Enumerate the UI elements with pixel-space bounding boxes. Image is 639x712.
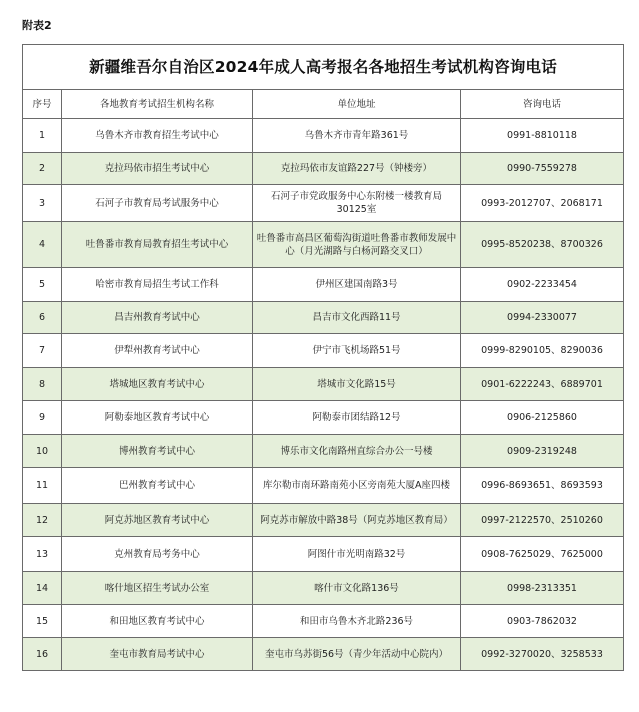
row-address: 奎屯市乌苏街56号（青少年活动中心院内） (253, 638, 461, 671)
header-phone: 咨询电话 (461, 90, 624, 119)
row-phone: 0990-7559278 (461, 153, 624, 185)
row-no: 15 (23, 605, 62, 638)
row-no: 12 (23, 504, 62, 537)
row-phone: 0992-3270020、3258533 (461, 638, 624, 671)
row-no: 2 (23, 153, 62, 185)
row-no: 8 (23, 368, 62, 401)
row-phone: 0908-7625029、7625000 (461, 537, 624, 572)
header-address: 单位地址 (253, 90, 461, 119)
row-name: 和田地区教育考试中心 (62, 605, 253, 638)
row-name: 喀什地区招生考试办公室 (62, 572, 253, 605)
row-name: 乌鲁木齐市教育招生考试中心 (62, 119, 253, 153)
row-phone: 0997-2122570、2510260 (461, 504, 624, 537)
header-row (23, 90, 624, 119)
row-phone: 0901-6222243、6889701 (461, 368, 624, 401)
row-no: 9 (23, 401, 62, 435)
table-row (23, 638, 624, 671)
row-address: 克拉玛依市友谊路227号（钟楼旁） (253, 153, 461, 185)
header-no: 序号 (23, 90, 62, 119)
row-phone: 0909-2319248 (461, 435, 624, 468)
row-address: 和田市乌鲁木齐北路236号 (253, 605, 461, 638)
row-address: 昌吉市文化西路11号 (253, 302, 461, 334)
row-phone: 0998-2313351 (461, 572, 624, 605)
table-row (23, 368, 624, 401)
row-name: 博州教育考试中心 (62, 435, 253, 468)
row-no: 1 (23, 119, 62, 153)
row-no: 3 (23, 185, 62, 222)
row-name: 巴州教育考试中心 (62, 468, 253, 504)
row-address: 阿勒泰市团结路12号 (253, 401, 461, 435)
row-name: 阿克苏地区教育考试中心 (62, 504, 253, 537)
row-name: 吐鲁番市教育局教育招生考试中心 (62, 222, 253, 268)
row-phone: 0903-7862032 (461, 605, 624, 638)
row-address: 伊州区建国南路3号 (253, 268, 461, 302)
row-name: 奎屯市教育局考试中心 (62, 638, 253, 671)
row-address: 喀什市文化路136号 (253, 572, 461, 605)
row-no: 7 (23, 334, 62, 368)
row-phone: 0991-8810118 (461, 119, 624, 153)
row-no: 13 (23, 537, 62, 572)
row-name: 塔城地区教育考试中心 (62, 368, 253, 401)
row-phone: 0999-8290105、8290036 (461, 334, 624, 368)
row-address: 吐鲁番市高昌区葡萄沟街道吐鲁番市教师发展中心（月光湖路与白杨河路交叉口） (253, 222, 461, 268)
row-address: 乌鲁木齐市青年路361号 (253, 119, 461, 153)
table-row (23, 268, 624, 302)
row-name: 克州教育局考务中心 (62, 537, 253, 572)
row-address: 博乐市文化南路州直综合办公一号楼 (253, 435, 461, 468)
row-name: 石河子市教育局考试服务中心 (62, 185, 253, 222)
table-row (23, 334, 624, 368)
table-title: 新疆维吾尔自治区2024年成人高考报名各地招生考试机构咨询电话 (23, 45, 624, 90)
table-row (23, 119, 624, 153)
table-row (23, 435, 624, 468)
row-no: 6 (23, 302, 62, 334)
row-name: 哈密市教育局招生考试工作科 (62, 268, 253, 302)
row-no: 11 (23, 468, 62, 504)
row-name: 克拉玛依市招生考试中心 (62, 153, 253, 185)
table-row (23, 537, 624, 572)
table-row (23, 572, 624, 605)
row-address: 石河子市党政服务中心东附楼一楼教育局30125室 (253, 185, 461, 222)
table-row (23, 468, 624, 504)
attachment-label: 附表2 (22, 19, 52, 32)
table-row (23, 222, 624, 268)
row-phone: 0902-2233454 (461, 268, 624, 302)
row-address: 库尔勒市南环路南苑小区旁南苑大厦A座四楼 (253, 468, 461, 504)
row-no: 10 (23, 435, 62, 468)
row-address: 阿图什市光明南路32号 (253, 537, 461, 572)
row-phone: 0993-2012707、2068171 (461, 185, 624, 222)
row-no: 14 (23, 572, 62, 605)
header-name: 各地教育考试招生机构名称 (62, 90, 253, 119)
table-row (23, 302, 624, 334)
row-phone: 0906-2125860 (461, 401, 624, 435)
table-row (23, 185, 624, 222)
row-phone: 0994-2330077 (461, 302, 624, 334)
table-row (23, 504, 624, 537)
row-phone: 0996-8693651、8693593 (461, 468, 624, 504)
table-row (23, 153, 624, 185)
row-no: 5 (23, 268, 62, 302)
contact-table (22, 44, 624, 671)
table-row (23, 605, 624, 638)
row-name: 伊犁州教育考试中心 (62, 334, 253, 368)
row-address: 伊宁市飞机场路51号 (253, 334, 461, 368)
row-no: 16 (23, 638, 62, 671)
row-no: 4 (23, 222, 62, 268)
row-address: 塔城市文化路15号 (253, 368, 461, 401)
row-address: 阿克苏市解放中路38号（阿克苏地区教育局） (253, 504, 461, 537)
table-body (23, 119, 624, 671)
row-name: 阿勒泰地区教育考试中心 (62, 401, 253, 435)
table-row (23, 401, 624, 435)
row-phone: 0995-8520238、8700326 (461, 222, 624, 268)
row-name: 昌吉州教育考试中心 (62, 302, 253, 334)
